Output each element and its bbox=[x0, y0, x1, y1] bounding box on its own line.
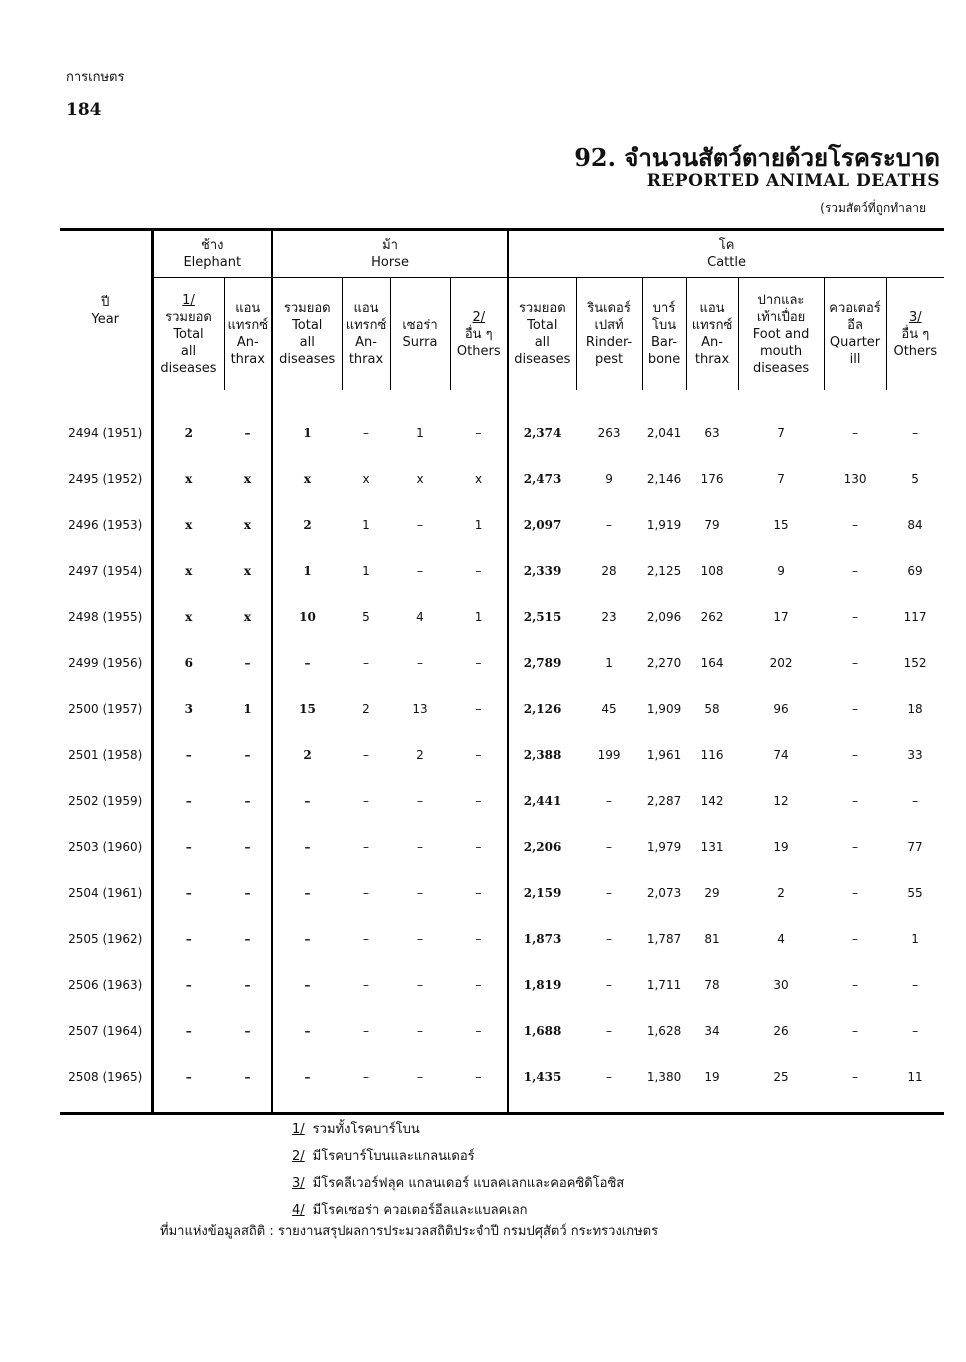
data-cell: 2 bbox=[416, 748, 424, 762]
data-cell: x bbox=[243, 564, 252, 578]
data-cell: 2,789 bbox=[508, 640, 576, 686]
data-cell: – bbox=[852, 1070, 859, 1084]
year-cell: 2495 (1952) bbox=[68, 472, 143, 486]
data-cell: – bbox=[417, 794, 423, 808]
data-cell: – bbox=[912, 426, 919, 440]
data-cell: 11 bbox=[907, 1070, 923, 1084]
table-row bbox=[60, 732, 944, 778]
data-cell: 1,961 bbox=[646, 748, 682, 762]
data-cell: – bbox=[363, 1070, 369, 1084]
data-cell: – bbox=[852, 932, 859, 946]
data-cell: – bbox=[852, 518, 859, 532]
horse-surra-header: เซอร่า Surra bbox=[390, 278, 450, 391]
year-cell: 2500 (1957) bbox=[68, 702, 143, 716]
data-cell: 2,073 bbox=[646, 886, 682, 900]
table-row bbox=[60, 640, 944, 686]
data-cell: – bbox=[244, 426, 251, 440]
data-cell: – bbox=[606, 1070, 613, 1084]
data-cell: – bbox=[244, 978, 251, 992]
data-cell: 4 bbox=[416, 610, 424, 624]
data-cell: 2,473 bbox=[508, 456, 576, 502]
data-cell: – bbox=[272, 1008, 342, 1054]
data-cell: – bbox=[244, 932, 251, 946]
data-cell: – bbox=[417, 656, 423, 670]
data-cell: – bbox=[852, 748, 859, 762]
data-cell: 1 bbox=[474, 518, 483, 532]
data-cell: – bbox=[417, 518, 423, 532]
year-cell: 2496 (1953) bbox=[68, 518, 143, 532]
data-cell: – bbox=[272, 1054, 342, 1114]
horse-others-header: 2/ อื่น ๆ Others bbox=[450, 278, 508, 391]
data-cell: 1 bbox=[272, 390, 342, 456]
data-cell: – bbox=[152, 1054, 224, 1114]
data-cell: 9 bbox=[777, 564, 785, 578]
data-cell: 142 bbox=[700, 794, 724, 808]
data-cell: x bbox=[152, 548, 224, 594]
data-cell: – bbox=[852, 702, 859, 716]
data-cell: – bbox=[244, 840, 251, 854]
data-cell: 30 bbox=[773, 978, 789, 992]
data-cell: 78 bbox=[704, 978, 720, 992]
data-cell: – bbox=[244, 886, 251, 900]
footnotes bbox=[292, 1116, 624, 1224]
data-cell: – bbox=[852, 978, 859, 992]
data-cell: 5 bbox=[362, 610, 370, 624]
year-cell: 2502 (1959) bbox=[68, 794, 143, 808]
table-row bbox=[60, 778, 944, 824]
data-cell: 131 bbox=[700, 840, 724, 854]
data-cell: 1 bbox=[362, 518, 370, 532]
data-cell: – bbox=[417, 1024, 423, 1038]
data-cell: – bbox=[152, 732, 224, 778]
data-cell: 2,096 bbox=[646, 610, 682, 624]
data-cell: 2,287 bbox=[646, 794, 682, 808]
data-cell: x bbox=[243, 472, 252, 486]
source-note: ที่มาแห่งข้อมูลสถิติ : รายงานสรุปผลการประมวลสถิติประจำปี กรมปศุสัตว์ กระทรวงเกษตร bbox=[160, 1224, 659, 1239]
data-cell: – bbox=[272, 870, 342, 916]
data-cell: – bbox=[152, 870, 224, 916]
data-cell: – bbox=[606, 932, 613, 946]
data-cell: 2,515 bbox=[508, 594, 576, 640]
data-cell: – bbox=[363, 794, 369, 808]
cattle-total-header: รวมยอด Total all diseases bbox=[508, 278, 576, 391]
data-cell: – bbox=[152, 778, 224, 824]
table-row bbox=[60, 824, 944, 870]
data-cell: 1,688 bbox=[508, 1008, 576, 1054]
animal-deaths-table bbox=[60, 228, 944, 1115]
data-cell: 2,146 bbox=[646, 472, 682, 486]
data-cell: 69 bbox=[907, 564, 923, 578]
data-cell: 96 bbox=[773, 702, 789, 716]
data-cell: 2,125 bbox=[646, 564, 682, 578]
data-cell: – bbox=[272, 824, 342, 870]
page-number: 184 bbox=[66, 100, 102, 120]
data-cell: – bbox=[363, 426, 369, 440]
data-cell: – bbox=[475, 978, 482, 992]
data-cell: 34 bbox=[704, 1024, 720, 1038]
data-cell: 55 bbox=[907, 886, 923, 900]
cattle-anthrax-header: แอน แทรกซ์ An- thrax bbox=[686, 278, 738, 391]
year-cell: 2503 (1960) bbox=[68, 840, 143, 854]
data-cell: – bbox=[852, 794, 859, 808]
data-cell: – bbox=[152, 824, 224, 870]
data-cell: 63 bbox=[704, 426, 720, 440]
data-cell: – bbox=[417, 1070, 423, 1084]
data-cell: 58 bbox=[704, 702, 720, 716]
data-cell: 1,711 bbox=[646, 978, 682, 992]
data-cell: 1 bbox=[474, 610, 483, 624]
elephant-total-header: 1/ รวมยอด Total all diseases bbox=[152, 278, 224, 391]
data-cell: 15 bbox=[773, 518, 789, 532]
data-cell: 33 bbox=[907, 748, 923, 762]
data-cell: 23 bbox=[601, 610, 617, 624]
data-cell: 2 bbox=[272, 732, 342, 778]
data-cell: 2 bbox=[362, 702, 370, 716]
data-cell: 1,979 bbox=[646, 840, 682, 854]
elephant-header: ช้าง Elephant bbox=[152, 230, 272, 278]
data-cell: – bbox=[363, 656, 369, 670]
year-cell: 2498 (1955) bbox=[68, 610, 143, 624]
data-cell: – bbox=[152, 962, 224, 1008]
table-row bbox=[60, 962, 944, 1008]
year-cell: 2494 (1951) bbox=[68, 426, 143, 440]
table-body bbox=[60, 390, 944, 1114]
data-cell: x bbox=[152, 594, 224, 640]
data-cell: 2,206 bbox=[508, 824, 576, 870]
data-cell: – bbox=[852, 1024, 859, 1038]
year-cell: 2501 (1958) bbox=[68, 748, 143, 762]
table-row bbox=[60, 916, 944, 962]
data-cell: – bbox=[475, 886, 482, 900]
data-cell: 2,159 bbox=[508, 870, 576, 916]
data-cell: – bbox=[475, 426, 482, 440]
year-cell: 2497 (1954) bbox=[68, 564, 143, 578]
footnote: 4/ มีโรคเซอร่า ควอเตอร์อีลและแบลคเลก bbox=[292, 1203, 528, 1218]
data-cell: 108 bbox=[700, 564, 724, 578]
data-cell: 116 bbox=[700, 748, 724, 762]
data-cell: 152 bbox=[903, 656, 927, 670]
data-cell: 1 bbox=[605, 656, 613, 670]
data-cell: 1,787 bbox=[646, 932, 682, 946]
data-cell: – bbox=[852, 840, 859, 854]
data-cell: 1,380 bbox=[646, 1070, 682, 1084]
data-cell: 29 bbox=[704, 886, 720, 900]
cattle-others-header: 3/ อื่น ๆ Others bbox=[886, 278, 944, 391]
data-cell: 45 bbox=[601, 702, 617, 716]
data-cell: – bbox=[475, 932, 482, 946]
data-cell: – bbox=[852, 610, 859, 624]
table-row bbox=[60, 456, 944, 502]
data-cell: – bbox=[417, 978, 423, 992]
horse-total-header: รวมยอด Total all diseases bbox=[272, 278, 342, 391]
data-cell: – bbox=[363, 978, 369, 992]
data-cell: 13 bbox=[412, 702, 428, 716]
table-note: (รวมสัตว์ที่ถูกทำลาย bbox=[820, 201, 926, 215]
data-cell: – bbox=[606, 1024, 613, 1038]
data-cell: – bbox=[606, 518, 613, 532]
data-cell: 19 bbox=[773, 840, 789, 854]
data-cell: 2,270 bbox=[646, 656, 682, 670]
data-cell: – bbox=[475, 748, 482, 762]
data-cell: 18 bbox=[907, 702, 923, 716]
data-cell: – bbox=[475, 840, 482, 854]
data-cell: 2,097 bbox=[508, 502, 576, 548]
data-cell: 17 bbox=[773, 610, 789, 624]
data-cell: 2 bbox=[152, 390, 224, 456]
table-row bbox=[60, 1008, 944, 1054]
data-cell: – bbox=[606, 978, 613, 992]
year-cell: 2504 (1961) bbox=[68, 886, 143, 900]
data-cell: – bbox=[272, 962, 342, 1008]
data-cell: 2,339 bbox=[508, 548, 576, 594]
data-cell: 1 bbox=[272, 548, 342, 594]
data-cell: 2 bbox=[272, 502, 342, 548]
data-cell: 1 bbox=[362, 564, 370, 578]
data-cell: – bbox=[272, 778, 342, 824]
data-cell: 1,909 bbox=[646, 702, 682, 716]
table-title-thai: 92. จำนวนสัตว์ตายด้วยโรคระบาด bbox=[574, 143, 940, 172]
data-cell: – bbox=[244, 794, 251, 808]
data-cell: 25 bbox=[773, 1070, 789, 1084]
data-cell: 6 bbox=[152, 640, 224, 686]
footnote: 3/ มีโรคลีเวอร์ฟลุค แกลนเดอร์ แบลคเลกและคอคซิดิโอซิส bbox=[292, 1176, 625, 1191]
data-cell: – bbox=[912, 794, 919, 808]
data-cell: 4 bbox=[777, 932, 785, 946]
table-row bbox=[60, 594, 944, 640]
data-cell: 26 bbox=[773, 1024, 789, 1038]
data-cell: – bbox=[852, 886, 859, 900]
data-cell: x bbox=[416, 472, 424, 486]
data-cell: – bbox=[912, 1024, 919, 1038]
data-cell: 130 bbox=[843, 472, 867, 486]
data-cell: 7 bbox=[777, 472, 785, 486]
data-cell: 7 bbox=[777, 426, 785, 440]
data-cell: 1,873 bbox=[508, 916, 576, 962]
data-cell: 19 bbox=[704, 1070, 720, 1084]
data-cell: 1,819 bbox=[508, 962, 576, 1008]
data-cell: 1 bbox=[911, 932, 919, 946]
data-cell: – bbox=[363, 748, 369, 762]
data-cell: 84 bbox=[907, 518, 923, 532]
table-row bbox=[60, 1054, 944, 1114]
data-cell: – bbox=[475, 794, 482, 808]
footnote: 2/ มีโรคบาร์โบนและแกลนเดอร์ bbox=[292, 1149, 475, 1164]
data-cell: 1,628 bbox=[646, 1024, 682, 1038]
data-cell: – bbox=[363, 932, 369, 946]
data-cell: 176 bbox=[700, 472, 724, 486]
data-cell: 199 bbox=[597, 748, 621, 762]
data-cell: – bbox=[912, 978, 919, 992]
data-cell: 9 bbox=[605, 472, 613, 486]
data-cell: 2,388 bbox=[508, 732, 576, 778]
data-cell: 81 bbox=[704, 932, 720, 946]
data-cell: 15 bbox=[272, 686, 342, 732]
horse-anthrax-header: แอน แทรกซ์ An- thrax bbox=[342, 278, 390, 391]
year-cell: 2505 (1962) bbox=[68, 932, 143, 946]
data-cell: 202 bbox=[769, 656, 793, 670]
data-cell: 263 bbox=[597, 426, 621, 440]
cattle-rinderpest-header: รินเดอร์ เปสท์ Rinder- pest bbox=[576, 278, 642, 391]
data-cell: 28 bbox=[601, 564, 617, 578]
data-cell: 164 bbox=[700, 656, 724, 670]
data-cell: 5 bbox=[911, 472, 919, 486]
data-cell: – bbox=[606, 886, 613, 900]
data-cell: x bbox=[243, 610, 252, 624]
data-cell: – bbox=[363, 886, 369, 900]
data-cell: 1,919 bbox=[646, 518, 682, 532]
data-cell: 77 bbox=[907, 840, 923, 854]
data-cell: – bbox=[606, 840, 613, 854]
data-cell: – bbox=[244, 656, 251, 670]
data-cell: – bbox=[475, 1024, 482, 1038]
data-cell: x bbox=[152, 502, 224, 548]
elephant-anthrax-header: แอน แทรกซ์ An- thrax bbox=[224, 278, 272, 391]
cattle-barbone-header: บาร์ โบน Bar- bone bbox=[642, 278, 686, 391]
data-cell: – bbox=[363, 1024, 369, 1038]
data-cell: 1 bbox=[416, 426, 424, 440]
data-cell: 2,374 bbox=[508, 390, 576, 456]
year-header: ปี Year bbox=[91, 294, 120, 327]
data-cell: 2 bbox=[777, 886, 785, 900]
table-row bbox=[60, 686, 944, 732]
data-cell: 2,441 bbox=[508, 778, 576, 824]
year-cell: 2508 (1965) bbox=[68, 1070, 143, 1084]
cattle-quarter-ill-header: ควอเตอร์ อีล Quarter ill bbox=[824, 278, 886, 391]
table-title-english: REPORTED ANIMAL DEATHS bbox=[646, 171, 940, 191]
data-cell: x bbox=[362, 472, 370, 486]
table-row bbox=[60, 502, 944, 548]
section-name: การเกษตร bbox=[66, 70, 125, 85]
data-cell: – bbox=[417, 840, 423, 854]
data-cell: – bbox=[475, 656, 482, 670]
data-cell: 3 bbox=[152, 686, 224, 732]
data-cell: – bbox=[475, 702, 482, 716]
data-cell: – bbox=[152, 916, 224, 962]
data-cell: 10 bbox=[272, 594, 342, 640]
year-cell: 2507 (1964) bbox=[68, 1024, 143, 1038]
table-row bbox=[60, 548, 944, 594]
table-row bbox=[60, 870, 944, 916]
data-cell: 262 bbox=[700, 610, 724, 624]
data-cell: – bbox=[244, 1024, 251, 1038]
data-cell: x bbox=[243, 518, 252, 532]
data-cell: – bbox=[606, 794, 613, 808]
data-cell: – bbox=[363, 840, 369, 854]
data-cell: 12 bbox=[773, 794, 789, 808]
data-cell: 1,435 bbox=[508, 1054, 576, 1114]
year-cell: 2506 (1963) bbox=[68, 978, 143, 992]
data-cell: – bbox=[152, 1008, 224, 1054]
data-cell: 2,041 bbox=[646, 426, 682, 440]
cattle-foot-mouth-header: ปากและ เท้าเปื่อย Foot and mouth diseases bbox=[738, 278, 824, 391]
data-cell: x bbox=[152, 456, 224, 502]
data-cell: – bbox=[852, 656, 859, 670]
data-cell: – bbox=[475, 1070, 482, 1084]
data-cell: – bbox=[417, 564, 423, 578]
data-cell: – bbox=[272, 916, 342, 962]
data-cell: 2,126 bbox=[508, 686, 576, 732]
data-cell: x bbox=[272, 456, 342, 502]
data-cell: – bbox=[417, 886, 423, 900]
data-cell: 79 bbox=[704, 518, 720, 532]
data-cell: – bbox=[244, 748, 251, 762]
data-cell: x bbox=[474, 472, 483, 486]
data-cell: 1 bbox=[243, 702, 252, 716]
data-cell: 74 bbox=[773, 748, 789, 762]
data-cell: – bbox=[852, 426, 859, 440]
data-cell: 117 bbox=[903, 610, 927, 624]
data-cell: – bbox=[417, 932, 423, 946]
year-cell: 2499 (1956) bbox=[68, 656, 143, 670]
table-row bbox=[60, 390, 944, 456]
data-cell: – bbox=[272, 640, 342, 686]
data-cell: – bbox=[475, 564, 482, 578]
footnote: 1/ รวมทั้งโรคบาร์โบน bbox=[292, 1122, 420, 1137]
cattle-header: โค Cattle bbox=[508, 230, 944, 278]
data-cell: – bbox=[852, 564, 859, 578]
data-cell: – bbox=[244, 1070, 251, 1084]
horse-header: ม้า Horse bbox=[272, 230, 508, 278]
